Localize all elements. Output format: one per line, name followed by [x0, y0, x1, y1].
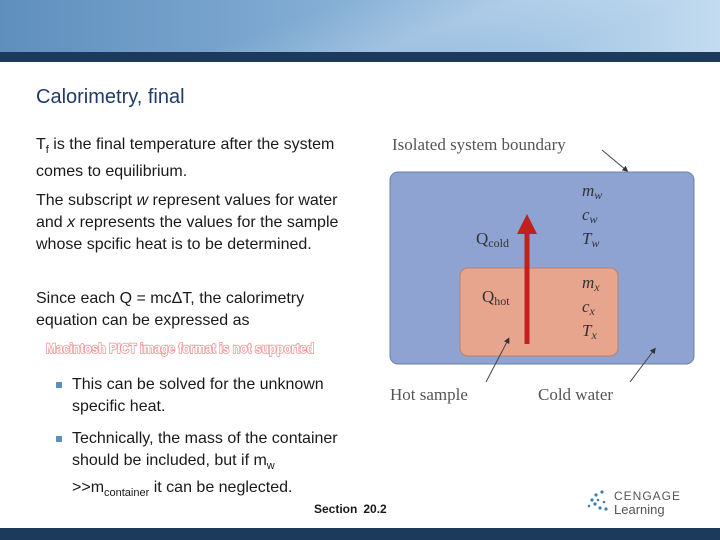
- bullet1-text: This can be solved for the unknown specific heat.: [72, 376, 324, 415]
- para2-x: x: [67, 214, 76, 231]
- para1-text: is the final temperature after the system comes to equilibrium.: [36, 136, 335, 181]
- cengage-brand-text: CENGAGE: [614, 489, 682, 503]
- boundary-label: Isolated system boundary: [392, 135, 566, 154]
- tf-subscript: f: [45, 144, 49, 157]
- sample-var-T-x: Tx: [582, 321, 597, 342]
- water-var-m-w: mw: [582, 181, 603, 202]
- bullet-square-icon: [56, 436, 62, 442]
- para2-w: w: [136, 192, 149, 209]
- water-var-c-w: cw: [582, 205, 598, 226]
- footer-dark-bar: [0, 528, 720, 540]
- calorimeter-diagram: [384, 132, 720, 412]
- header-gradient-band: [0, 0, 720, 52]
- slide-title: Calorimetry, final: [36, 86, 185, 108]
- cold-water-label: Cold water: [538, 385, 614, 404]
- section-reference: [314, 502, 387, 516]
- paragraph-calorimetry-equation: Since each Q = mcΔT, the calorimetry equation can be expressed as: [36, 290, 305, 329]
- bullet2-text: [56, 428, 356, 504]
- paragraph-subscripts: [36, 190, 366, 256]
- para2-text-2: represent values for water and: [36, 192, 338, 231]
- section-number: 20.2: [363, 502, 387, 516]
- bullet2-text-3: it can be neglected.: [149, 479, 293, 497]
- q-cold-main: Q: [476, 229, 489, 248]
- sample-var-c-x: cx: [582, 297, 595, 318]
- bullet-square-icon: [56, 382, 62, 388]
- q-hot-sub: hot: [494, 294, 510, 308]
- para2-text-3: represents the values for the sample whose spcific heat is to be determined.: [36, 214, 339, 253]
- bullet2-sub-w: w: [266, 460, 275, 473]
- q-cold-sub: cold: [488, 236, 509, 250]
- tf-symbol: T: [36, 136, 46, 153]
- pict-placeholder-text: Macintosh PICT image format is not supported: [46, 340, 314, 356]
- bullet-container-mass: [56, 428, 356, 504]
- hot-sample-label: Hot sample: [390, 385, 468, 404]
- bullet-solve-specific-heat: [56, 374, 356, 418]
- boundary-pointer-line: [602, 150, 626, 170]
- q-hot-main: Q: [482, 287, 495, 306]
- cengage-logo: [584, 484, 694, 520]
- cengage-learning-text: Learning: [614, 502, 665, 517]
- bullet2-text-1: Technically, the mass of the container should be included, but if m: [72, 430, 338, 469]
- bullet2-sub-container: container: [104, 487, 150, 500]
- water-var-T-w: Tw: [582, 229, 600, 250]
- header-dark-bar: [0, 52, 720, 62]
- paragraph-final-temperature: [36, 134, 366, 183]
- cengage-dots-icon: [588, 490, 608, 510]
- sample-var-m-x: mx: [582, 273, 600, 294]
- para2-text-1: The subscript: [36, 192, 137, 209]
- pict-placeholder-image: [44, 337, 316, 359]
- section-label: Section: [314, 502, 358, 516]
- bullet2-text-2: >>m: [72, 479, 105, 497]
